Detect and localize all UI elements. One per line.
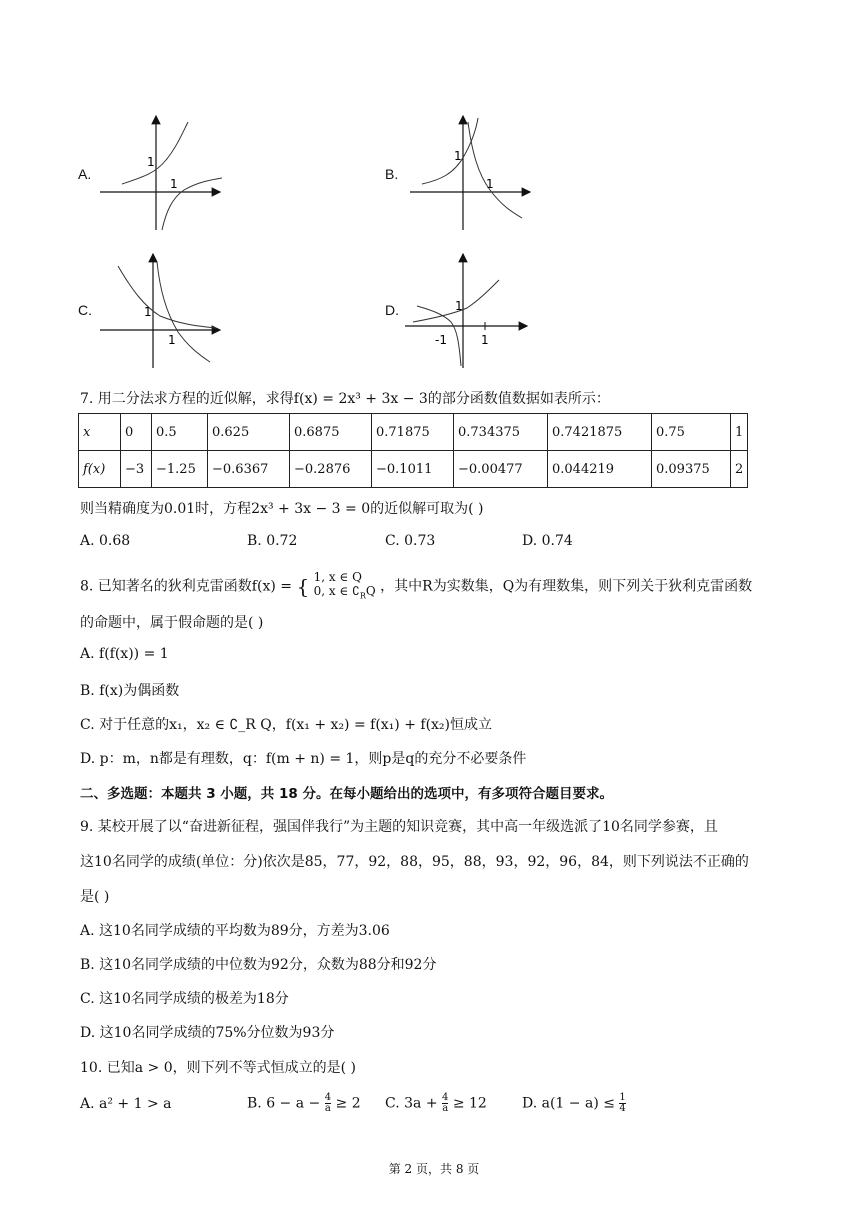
table-cell: −0.6367 [208,451,290,488]
option-a-label: A. [78,166,92,182]
q8-case2: 0, x ∈ $∁_RQ$ [313,584,376,601]
q8-stem-a: 8. 已知著名的狄利克雷函数f(x) = [80,578,292,595]
table-cell: 0.71875 [372,414,454,451]
curve-exp [422,118,478,184]
q9-option-a[interactable]: A. 这10名同学成绩的平均数为89分，方差为3.06 [80,923,390,939]
q9-stem-line2: 这10名同学的成绩(单位：分)依次是85，77，92，88，95，88，93，92，96，84，则下列说法不正确的 [80,854,749,870]
table-cell: −0.00477 [454,451,548,488]
q8-option-d[interactable]: D. p：m，n都是有理数，q：f(m + n) = 1，则p是q的充分不必要条件 [80,751,527,767]
table-row [79,451,748,488]
tick-x: 1 [170,177,178,191]
q10-option-c[interactable]: C. 3a + $\frac{4}{a}$ ≥ 12 [385,1092,487,1114]
q10-stem: 10. 已知a > 0，则下列不等式恒成立的是( ) [80,1060,356,1076]
q9-option-b[interactable]: B. 这10名同学成绩的中位数为92分，众数为88分和92分 [80,957,437,973]
section-header-multiple-choice: 二、多选题：本题共 3 小题，共 18 分。在每小题给出的选项中，有多项符合题目要求。 [80,786,613,802]
table-row [79,414,748,451]
q10-option-b[interactable]: B. 6 − a − $\frac{4}{a}$ ≥ 2 [247,1092,361,1114]
table-cell: 2 [731,451,748,488]
curve-log-decreasing [157,262,210,362]
q9-stem-line1: 9. 某校开展了以“奋进新征程，强国伴我行”为主题的知识竞赛，其中高一年级选派了10名同学参赛，且 [80,819,718,835]
tick-y: 1 [455,299,463,313]
q8-piecewise [314,570,376,603]
table-cell: −3 [121,451,152,488]
option-d-label: D. [385,302,399,318]
table-cell: −0.2876 [290,451,372,488]
table-cell: 0.7421875 [548,414,652,451]
tick-x-neg: -1 [435,333,447,347]
option-c-label: C. [78,302,92,318]
q10-option-d[interactable]: D. a(1 − a) ≤ $\frac{1}{4}$ [522,1092,626,1114]
q8-stem-line2: 的命题中，属于假命题的是( ) [80,615,264,631]
tick-y: 1 [147,155,155,169]
q9-stem-line3: 是( ) [80,889,110,905]
graph-option-b [410,112,540,237]
page-footer: 第 2 页，共 8 页 [388,1162,480,1176]
q8-option-c[interactable]: C. 对于任意的x₁，x₂ ∈ ∁_R Q，f(x₁ + x₂) = f(x₁) + f(x₂)恒成立 [80,717,493,733]
table-header-x: x [79,414,121,451]
tick-y: 1 [144,305,152,319]
tick-x-pos: 1 [481,333,489,347]
q8-case1: 1, x ∈ Q [313,570,363,584]
table-cell: 0.734375 [454,414,548,451]
brace-icon: { [296,574,310,599]
curve-exp [122,122,188,184]
tick-x: 1 [486,177,494,191]
table-cell: −0.1011 [372,451,454,488]
q8-stem-line1 [80,570,752,603]
curve-exp-decreasing [118,266,216,328]
graph-option-a [100,112,230,237]
table-cell: 0.5 [152,414,208,451]
table-cell: −1.25 [152,451,208,488]
q7-option-c[interactable]: C. 0.73 [385,533,436,549]
q7-option-a[interactable]: A. 0.68 [80,533,131,549]
q7-option-d[interactable]: D. 0.74 [522,533,573,549]
table-cell: 0.09375 [652,451,731,488]
q10-option-a[interactable]: A. a² + 1 > a [80,1096,172,1112]
q9-option-c[interactable]: C. 这10名同学成绩的极差为18分 [80,991,289,1007]
q7-ask: 则当精确度为0.01时，方程2x³ + 3x − 3 = 0的近似解可取为( ) [80,501,484,517]
curve-decreasing [468,122,522,218]
q7-stem: 7. 用二分法求方程的近似解，求得f(x) = 2x³ + 3x − 3的部分函数值数据如表所示： [80,391,610,407]
q8-stem-b: ，其中R为实数集，Q为有理数集，则下列关于狄利克雷函数 [380,578,753,595]
tick-x: 1 [168,333,176,347]
option-b-label: B. [385,166,399,182]
table-cell: 0 [121,414,152,451]
q8-option-a[interactable]: A. f(f(x)) = 1 [80,646,169,662]
q7-value-table [78,413,748,488]
table-cell: 0.75 [652,414,731,451]
tick-y: 1 [454,149,462,163]
graph-option-c [100,250,230,375]
table-cell: 0.6875 [290,414,372,451]
graph-option-d [405,250,535,375]
table-cell: 0.625 [208,414,290,451]
table-cell: 0.044219 [548,451,652,488]
table-cell: 1 [731,414,748,451]
q8-option-b[interactable]: B. f(x)为偶函数 [80,683,180,699]
q7-option-b[interactable]: B. 0.72 [247,533,298,549]
table-header-fx: f(x) [79,451,121,488]
q9-option-d[interactable]: D. 这10名同学成绩的75%分位数为93分 [80,1025,335,1041]
